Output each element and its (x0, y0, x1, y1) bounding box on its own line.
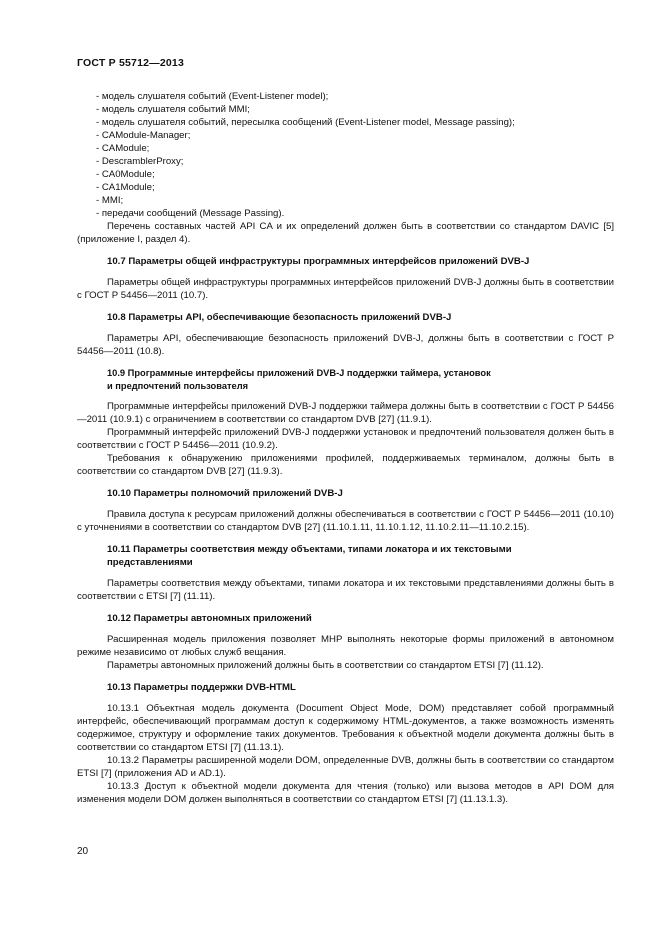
section-heading-10-7: 10.7 Параметры общей инфраструктуры программных интерфейсов приложений DVB-J (107, 256, 530, 267)
paragraph: Параметры соответствия между объектами, типами локатора и их текстовыми представлениями должны быть в соответствии с ETSI [7] (11.11). (77, 578, 614, 602)
paragraph: Требования к обнаружению приложениями профилей, поддерживаемых терминалом, должны быть в соответствии со стандартом DVB [27] (11.9.3). (77, 453, 614, 477)
paragraph: 10.13.2 Параметры расширенной модели DOM, определенные DVB, должны быть в соответствии со стандартом ETSI [7] (приложения AD и AD.1). (77, 755, 614, 779)
document-header: ГОСТ Р 55712—2013 (77, 57, 185, 69)
paragraph: Параметры API, обеспечивающие безопасность приложений DVB-J, должны быть в соответствии с ГОСТ Р 54456—2011 (10.8). (77, 333, 614, 357)
paragraph: 10.13.1 Объектная модель документа (Document Object Mode, DOM) представляет собой программный интерфейс, обеспечивающий программам доступ к содержимому HTML-документов, а также возможность изменять содержимое, структуру и оформление таких документов. Требования к объектной модели документа должны быть в соответствии со стандартом ETSI [7] (11.13.1). (77, 703, 614, 753)
paragraph: Программный интерфейс приложений DVB-J поддержки установок и предпочтений пользователя должен быть в соответствии с ГОСТ Р 54456—2011 (10.9.2). (77, 427, 614, 451)
list-item: - передачи сообщений (Message Passing). (96, 208, 285, 219)
paragraph: Правила доступа к ресурсам приложений должны обеспечиваться в соответствии с ГОСТ Р 54456—2011 (10.10) с уточнениями в соответствии со стандартом DVB [27] (11.10.1.11, 11.10.1.12, 11.10.2.11—11.10.2.15). (77, 509, 614, 533)
list-item: - модель слушателя событий (Event-Listener model); (96, 91, 329, 102)
heading-line: 10.9 Программные интерфейсы приложений DVB-J поддержки таймера, установок (107, 368, 491, 378)
section-heading-10-8: 10.8 Параметры API, обеспечивающие безопасность приложений DVB-J (107, 312, 452, 323)
list-item: - CAModule; (96, 143, 150, 154)
paragraph: Программные интерфейсы приложений DVB-J поддержки таймера должны быть в соответствии с ГОСТ Р 54456—2011 (10.9.1) с ограничением в соответствии со стандартом DVB [27] (11.9.1). (77, 401, 614, 425)
document-body (77, 90, 614, 806)
list-item: - DescramblerProxy; (96, 156, 184, 167)
list-item: - MMI; (96, 195, 124, 206)
list-item: - CA1Module; (96, 182, 155, 193)
list-item: - CA0Module; (96, 169, 155, 180)
heading-line: и предпочтений пользователя (107, 381, 249, 391)
list-item: - модель слушателя событий, пересылка сообщений (Event-Listener model, Message passing); (96, 117, 515, 128)
section-heading-10-11 (77, 543, 614, 569)
list-item: - CAModule-Manager; (96, 130, 191, 141)
section-heading-10-13: 10.13 Параметры поддержки DVB-HTML (107, 682, 296, 693)
section-heading-10-9 (77, 367, 614, 393)
bullet-list (77, 90, 614, 220)
page-number: 20 (77, 846, 89, 857)
paragraph: Параметры общей инфраструктуры программных интерфейсов приложений DVB-J должны быть в соответствии с ГОСТ Р 54456—2011 (10.7). (77, 277, 614, 301)
paragraph: Расширенная модель приложения позволяет MHP выполнять некоторые формы приложений в автономном режиме независимо от любых служб вещания. (77, 634, 614, 658)
paragraph: 10.13.3 Доступ к объектной модели документа для чтения (только) или вызова методов в API DOM для изменения модели DOM должен выполняться в соответствии со стандартом ETSI [7] (11.13.1.3). (77, 781, 614, 805)
heading-line: 10.11 Параметры соответствия между объектами, типами локатора и их текстовыми (107, 544, 512, 555)
paragraph: Перечень составных частей API CA и их определений должен быть в соответствии со стандартом DAVIC [5] (приложение I, раздел 4). (77, 221, 614, 245)
heading-line: представлениями (107, 557, 193, 568)
paragraph: Параметры автономных приложений должны быть в соответствии со стандартом ETSI [7] (11.12). (107, 660, 544, 671)
section-heading-10-10: 10.10 Параметры полномочий приложений DVB-J (107, 488, 343, 499)
section-heading-10-12: 10.12 Параметры автономных приложений (107, 613, 312, 624)
list-item: - модель слушателя событий MMI; (96, 104, 250, 115)
